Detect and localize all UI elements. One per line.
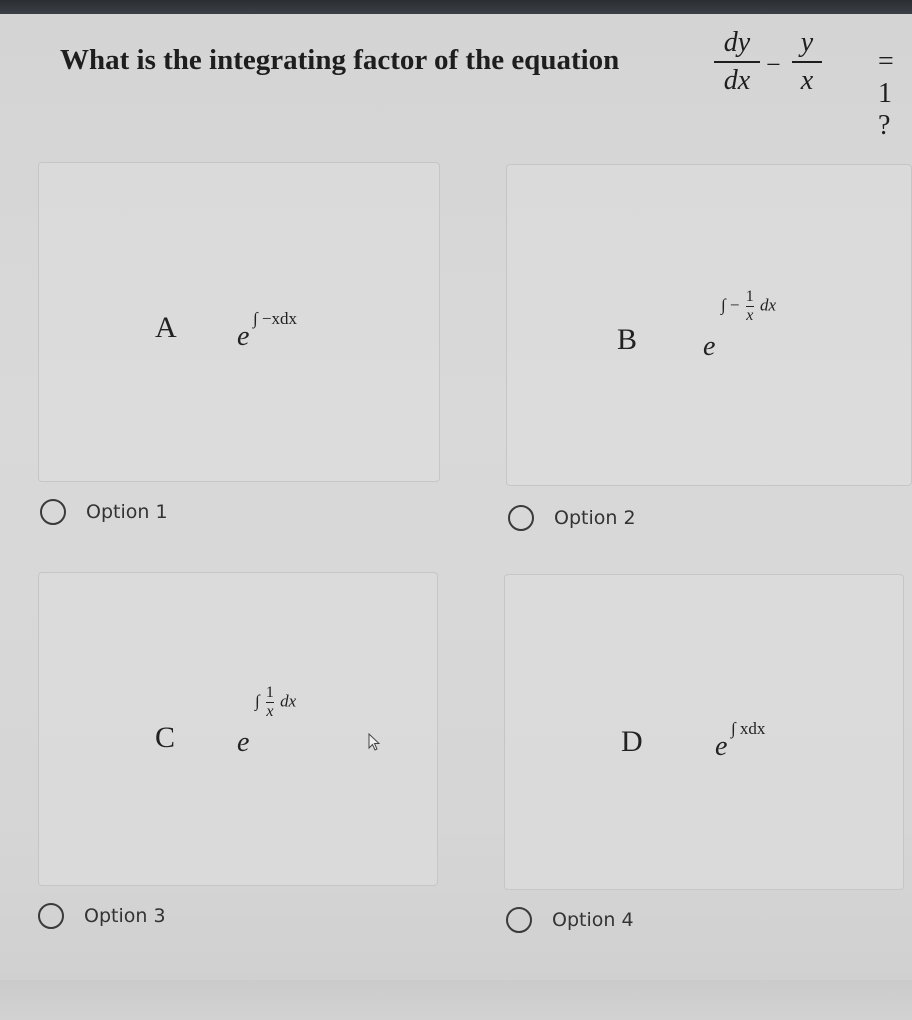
exponent: ∫ −xdx — [253, 309, 297, 328]
fraction-y-x: y x — [792, 28, 822, 96]
choice-letter: D — [621, 725, 643, 758]
top-bar — [0, 0, 912, 14]
choice-card-d[interactable] — [504, 574, 904, 890]
exponent: ∫ − $\frac{1}{x}$ dx — [721, 288, 777, 324]
radio-button[interactable] — [506, 907, 532, 933]
question-text: What is the integrating factor of the equation — [60, 44, 620, 76]
minus-sign: − — [766, 50, 781, 79]
exponent: ∫ xdx — [731, 719, 766, 738]
bottom-strip — [0, 980, 912, 1020]
option-3[interactable] — [38, 901, 166, 931]
choice-letter: B — [617, 323, 638, 356]
choice-letter: C — [155, 721, 176, 754]
equation-rhs: = 1 ? — [878, 46, 894, 141]
choice-card-c[interactable] — [38, 572, 438, 886]
exponential-base: e — [715, 731, 728, 762]
choice-card-b[interactable] — [506, 164, 912, 486]
exponent-fraction: $\frac{1}{x}$ — [745, 288, 754, 324]
exponent-fraction: $\frac{1}{x}$ — [265, 684, 274, 720]
radio-button[interactable] — [508, 505, 534, 531]
option-label: Option 1 — [86, 501, 168, 523]
exponential-base: e — [237, 321, 250, 352]
option-label: Option 2 — [554, 507, 636, 529]
option-label: Option 3 — [84, 905, 166, 927]
exponential-base: e — [237, 727, 250, 758]
option-2[interactable] — [508, 503, 636, 533]
option-1[interactable] — [40, 497, 168, 527]
exponent: ∫ $\frac{1}{x}$ dx — [255, 684, 297, 720]
radio-button[interactable] — [40, 499, 66, 525]
radio-button[interactable] — [38, 903, 64, 929]
choice-card-a[interactable] — [38, 162, 440, 482]
mouse-pointer-icon — [368, 733, 384, 753]
question — [60, 27, 900, 141]
choice-letter: A — [155, 311, 177, 344]
option-label: Option 4 — [552, 909, 634, 931]
exponential-base: e — [703, 331, 716, 362]
fraction-dy-dx: dy dx — [714, 28, 760, 96]
option-4[interactable] — [506, 905, 634, 935]
